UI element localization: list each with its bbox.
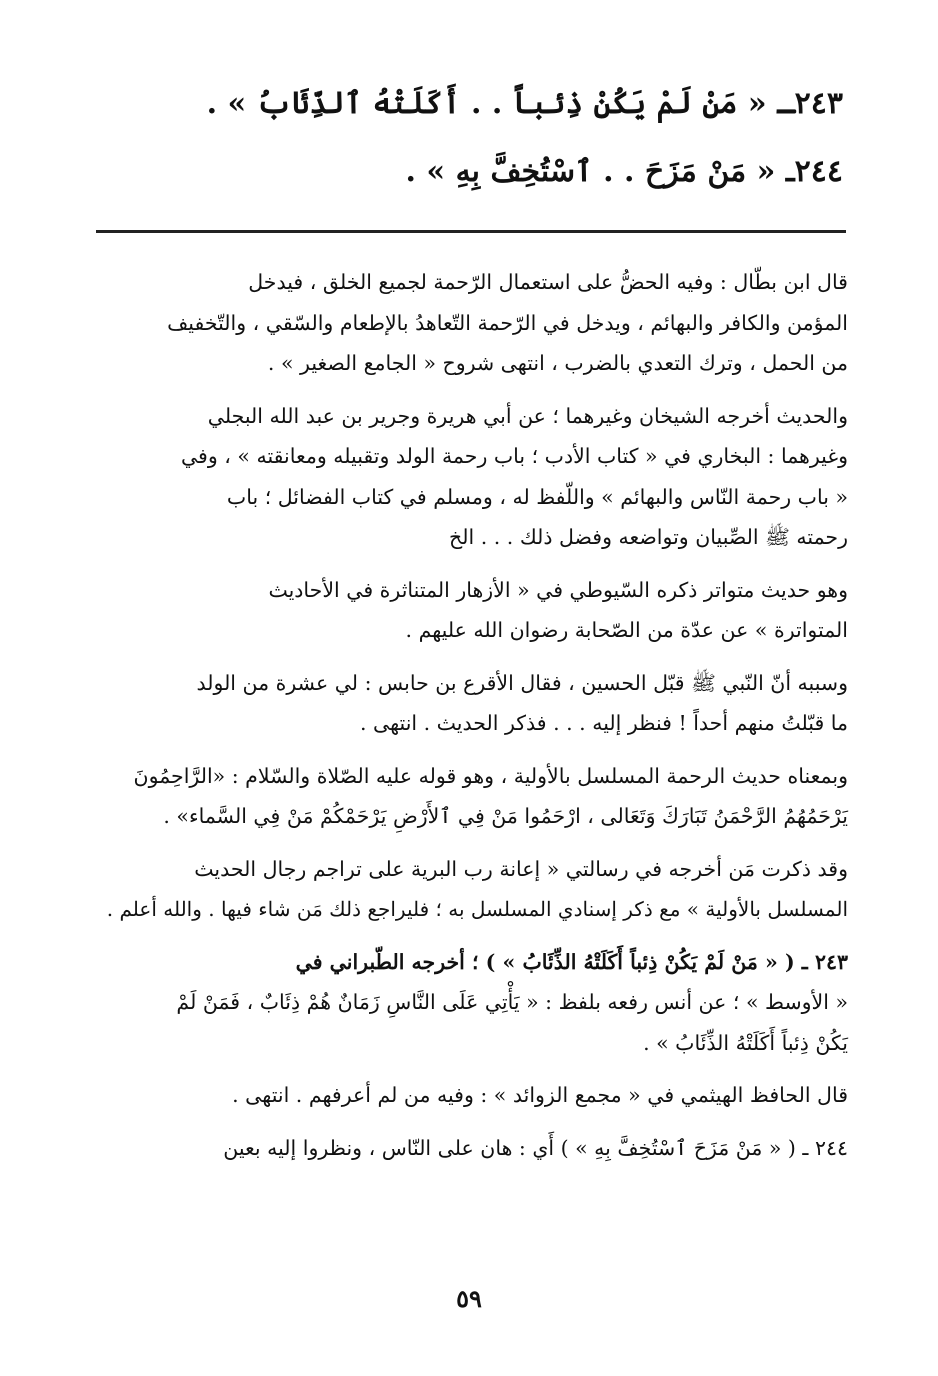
paragraph-sabab	[92, 663, 848, 744]
hadith-entry-244: ٢٤٤ـ « مَنْ مَزَحَ . . ٱسْتُخِفَّ بِهِ » .	[405, 154, 843, 189]
text-line: وقد ذكرت مَن أخرجه في رسالتي « إعانة رب البرية على تراجم رجال الحديث	[194, 856, 848, 881]
commentary-body	[92, 262, 848, 1180]
text-line: والحديث أخرجه الشيخان وغيرهما ؛ عن أبي هريرة وجرير بن عبد الله البجلي	[207, 403, 848, 428]
text-line: وبمعناه حديث الرحمة المسلسل بالأولية ، وهو قوله عليه الصّلاة والسّلام : «الرَّاحِمُونَ	[133, 763, 848, 788]
text-line: « الأوسط » ؛ عن أنس رفعه بلفظ : « يَأْتِي عَلَى النَّاسِ زَمَانٌ هُمْ ذِئَابٌ ، فَمَنْ لَمْ	[176, 990, 848, 1014]
text-line: ٢٤٤ ـ ( « مَنْ مَزَحَ ٱسْتُخِفَّ بِهِ » ) أَي : هان على النّاس ، ونظروا إليه بعين	[223, 1135, 848, 1160]
paragraph-hadith-244	[92, 1128, 848, 1169]
paragraph-haythami	[92, 1075, 848, 1116]
text-line: « باب رحمة النّاس والبهائم » واللّفظ له ، ومسلم في كتاب الفضائل ؛ باب	[226, 484, 848, 509]
text-line: قال ابن بطّال : وفيه الحضُّ على استعمال الرّحمة لجميع الخلق ، فيدخل	[248, 270, 848, 294]
text-line: يَرْحَمُهُمُ الرَّحْمَنُ تَبَارَكَ وَتَعَالى ، ارْحَمُوا مَنْ فِي ٱلأَرْضِ يَرْحَمْكُمْ مَنْ فِي السَّماء» .	[163, 804, 848, 828]
hadith-entry-243: ٢٤٣ـ « مَنْ لَمْ يَكُنْ ذِئباً . . أَكَلَتْهُ ٱلذِّئَابُ » .	[206, 86, 843, 121]
text-line: رحمته ﷺ الصِّبيان وتواضعه وفضل ذلك . . . الخ	[449, 525, 848, 549]
paragraph-ibn-battal	[92, 262, 848, 384]
text-line: ٢٤٣ ـ ( « مَنْ لَمْ يَكُنْ ذِئباً أَكَلَتْهُ الذِّئَابُ » ) ؛ أخرجه الطّبراني في	[295, 949, 848, 974]
paragraph-musalsal	[92, 756, 848, 837]
separator-rule	[96, 230, 846, 233]
text-line: وغيرهما : البخاري في « كتاب الأدب ؛ باب رحمة الولد وتقبيله ومعانقته » ، وفي	[180, 444, 848, 468]
paragraph-takhrij	[92, 396, 848, 558]
paragraph-risala	[92, 849, 848, 930]
text-line: ما قبّلتُ منهم أحداً ! فنظر إليه . . . فذكر الحديث . انتهى .	[359, 711, 848, 735]
text-line: وسببه أنّ النّبي ﷺ قبّل الحسين ، فقال الأقرع بن حابس : لي عشرة من الولد	[196, 670, 848, 695]
text-line: المتواترة » عن عدّة من الصّحابة رضوان الله عليهم .	[405, 618, 848, 642]
page-number: ٥٩	[456, 1284, 482, 1313]
hadith-entries	[83, 70, 843, 206]
text-line: المسلسل بالأولية » مع ذكر إسنادي المسلسل به ؛ فليراجع ذلك مَن شاء فيها . والله أعلم .	[106, 897, 848, 921]
text-line: من الحمل ، وترك التعدي بالضرب ، انتهى شروح « الجامع الصغير » .	[267, 351, 848, 375]
paragraph-hadith-243	[92, 942, 848, 1064]
paragraph-mutawatir	[92, 570, 848, 651]
text-line: قال الحافظ الهيثمي في « مجمع الزوائد » : وفيه من لم أعرفهم . انتهى .	[232, 1083, 848, 1107]
text-line: يَكُنْ ذِئباً أَكَلَتْهُ الذِّئَابُ » .	[643, 1030, 848, 1055]
text-line: المؤمن والكافر والبهائم ، ويدخل في الرّحمة التّعاهدُ بالإطعام والسّقي ، والتّخفيف	[167, 310, 848, 335]
text-line: وهو حديث متواتر ذكره السّيوطي في « الأزهار المتناثرة في الأحاديث	[268, 577, 848, 602]
